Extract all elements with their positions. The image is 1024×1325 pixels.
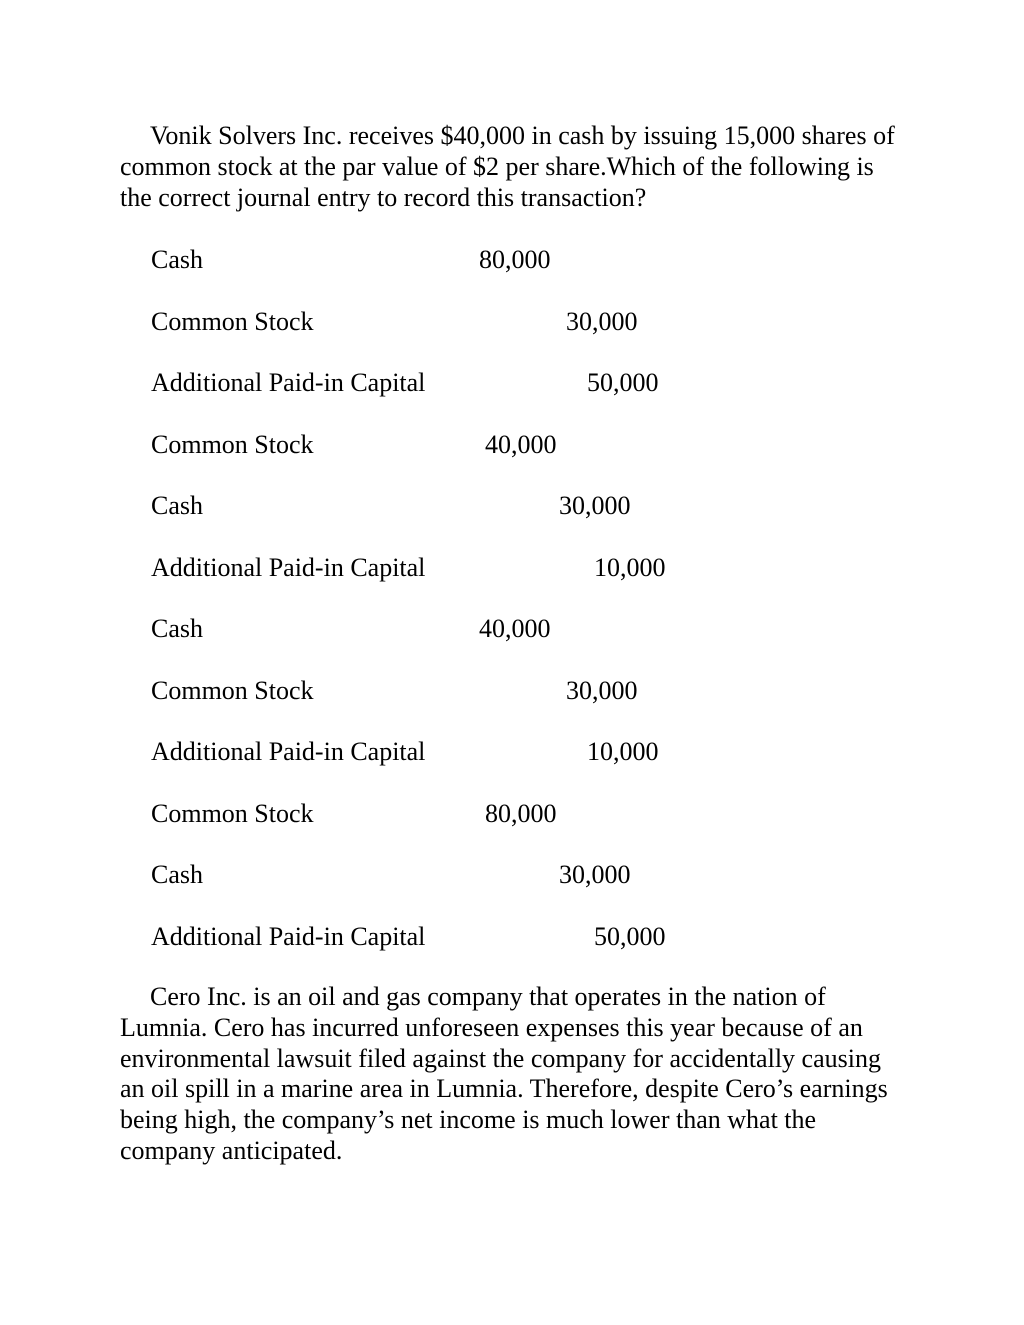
account-name: Additional Paid-in Capital (151, 737, 426, 766)
account-name: Cash (151, 860, 203, 889)
journal-line (0, 306, 1024, 338)
amount: 80,000 (479, 245, 551, 274)
account-name: Additional Paid-in Capital (151, 553, 426, 582)
journal-line (0, 921, 1024, 953)
amount: 30,000 (559, 491, 631, 520)
account-name: Additional Paid-in Capital (151, 922, 426, 951)
journal-line (0, 429, 1024, 461)
amount: 30,000 (566, 676, 638, 705)
journal-line (0, 859, 1024, 891)
amount: 40,000 (479, 614, 551, 643)
journal-line (0, 736, 1024, 768)
account-name: Cash (151, 491, 203, 520)
journal-line (0, 552, 1024, 584)
journal-line (0, 613, 1024, 645)
account-name: Common Stock (151, 430, 314, 459)
amount: 10,000 (587, 737, 659, 766)
journal-line (0, 244, 1024, 276)
question-2-text: Cero Inc. is an oil and gas company that operates in the nation of Lumnia. Cero has incurred unforeseen expenses this year because of an environmental lawsuit filed against the company for accidentally causing an oil spill in a marine area in Lumnia. Therefore, despite Cero’s earnings being high, the company’s net income is much lower than what the company anticipated. (120, 982, 888, 1165)
amount: 50,000 (594, 922, 666, 951)
account-name: Additional Paid-in Capital (151, 368, 426, 397)
amount: 40,000 (485, 430, 557, 459)
account-name: Common Stock (151, 307, 314, 336)
question-1-text: Vonik Solvers Inc. receives $40,000 in cash by issuing 15,000 shares of common stock at the par value of $2 per share.Which of the following is the correct journal entry to record this transaction? (120, 121, 895, 212)
account-name: Cash (151, 614, 203, 643)
amount: 10,000 (594, 553, 666, 582)
journal-line (0, 798, 1024, 830)
account-name: Common Stock (151, 676, 314, 705)
journal-line (0, 675, 1024, 707)
amount: 80,000 (485, 799, 557, 828)
journal-line (0, 367, 1024, 399)
amount: 30,000 (566, 307, 638, 336)
account-name: Cash (151, 245, 203, 274)
amount: 30,000 (559, 860, 631, 889)
account-name: Common Stock (151, 799, 314, 828)
amount: 50,000 (587, 368, 659, 397)
journal-line (0, 490, 1024, 522)
